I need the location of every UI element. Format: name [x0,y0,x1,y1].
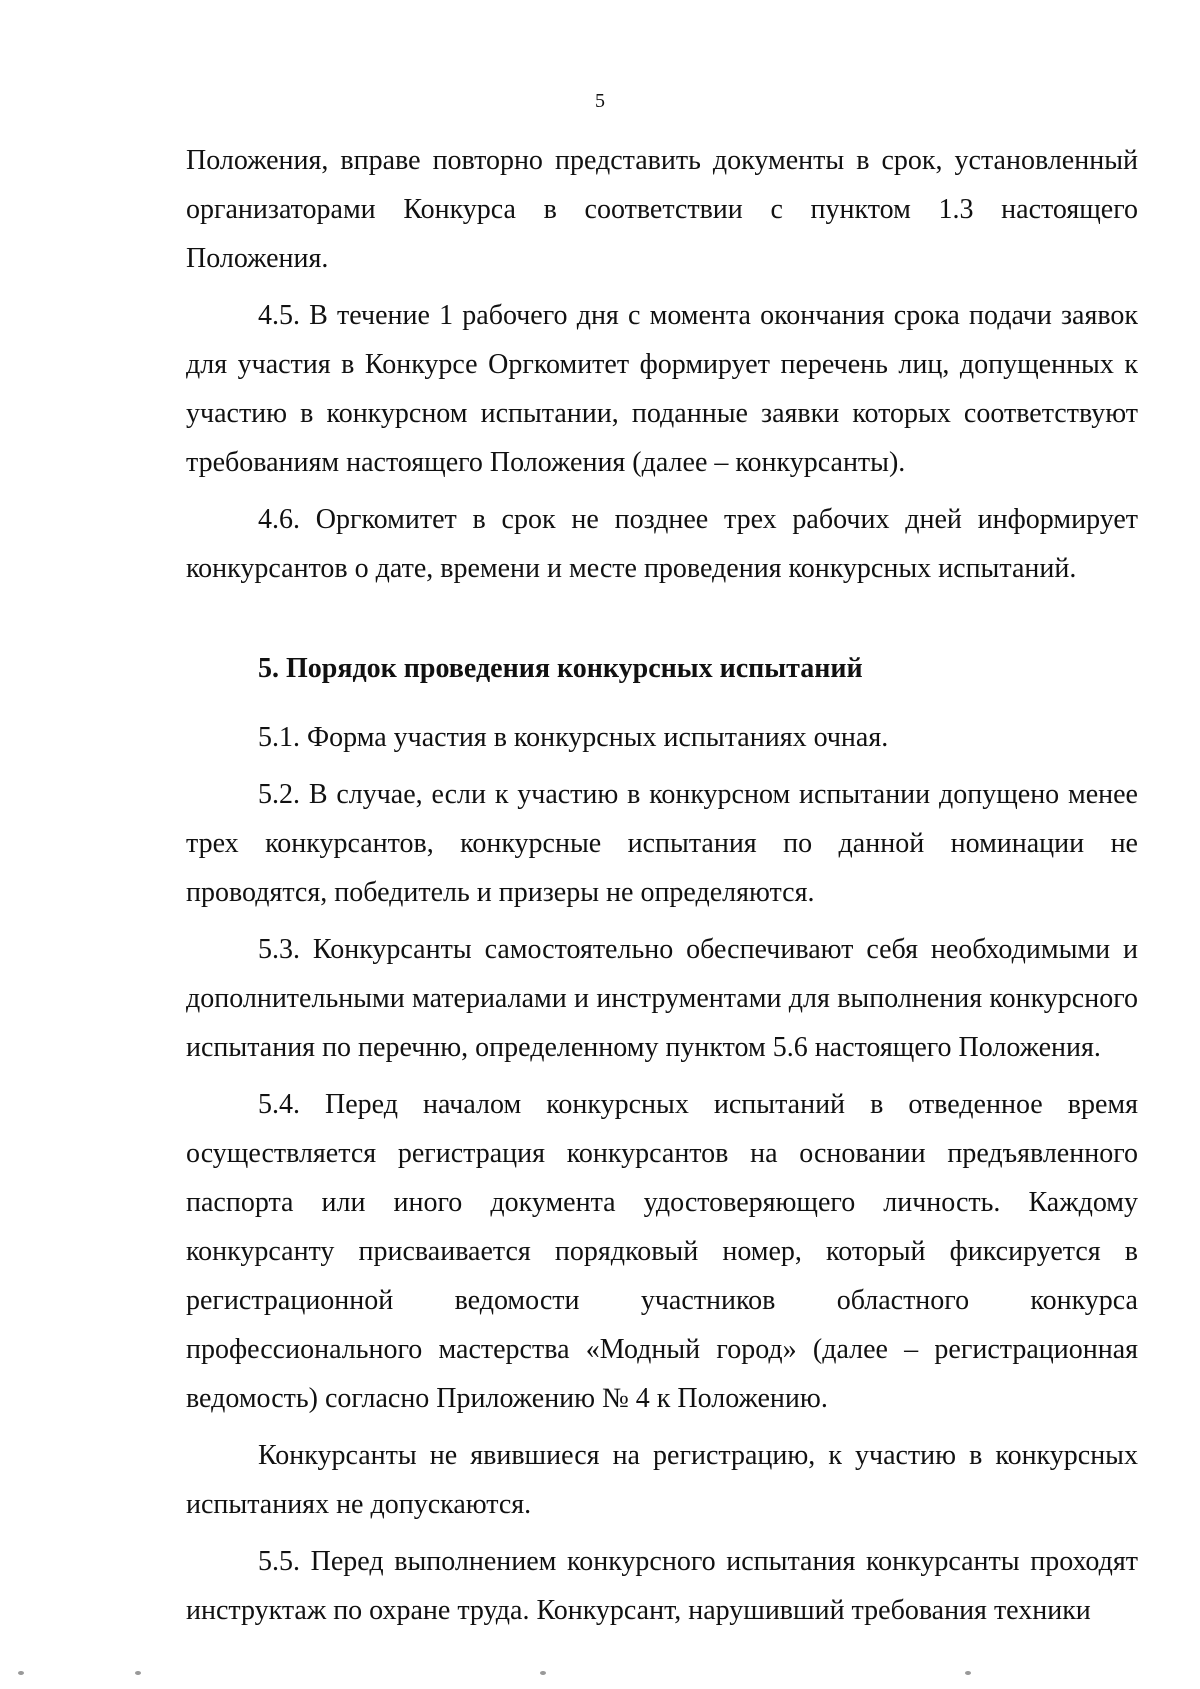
scan-dot [540,1671,546,1675]
scan-dot [965,1671,971,1675]
scan-dot [135,1671,141,1675]
paragraph-registration-absence: Конкурсанты не явившиеся на регистрацию, к участию в конкурсных испытаниях не допускаются. [186,1440,1138,1520]
paragraph-4-6: 4.6. Оргкомитет в срок не позднее трех рабочих дней информирует конкурсантов о дате, времени и месте проведения конкурсных испытаний. [186,504,1138,584]
paragraph-5-4: 5.4. Перед началом конкурсных испытаний в отведенное время осуществляется регистрация конкурсантов на основании предъявленного паспорта или иного документа удостоверяющего личность. Каждому конкурсанту присваивается порядковый номер, который фиксируется в регистрационной ведомости участников областного конкурса профессионального мастерства «Модный город» (далее – регистрационная ведомость) согласно Приложению № 4 к Положению. [186,1089,1138,1414]
paragraph-4-5: 4.5. В течение 1 рабочего дня с момента окончания срока подачи заявок для участия в Конкурсе Оргкомитет формирует перечень лиц, допущенных к участию в конкурсном испытании, поданные заявки которых соответствуют требованиям настоящего Положения (далее – конкурсанты). [186,300,1138,478]
paragraph-5-2: 5.2. В случае, если к участию в конкурсном испытании допущено менее трех конкурсантов, конкурсные испытания по данной номинации не проводятся, победитель и призеры не определяются. [186,779,1138,908]
paragraph-5-1: 5.1. Форма участия в конкурсных испытаниях очная. [258,722,889,753]
scan-artifacts [0,1669,1200,1675]
page-number: 5 [595,90,605,112]
document-body [186,136,1138,1635]
section-heading: 5. Порядок проведения конкурсных испытаний [258,653,863,684]
paragraph-5-3: 5.3. Конкурсанты самостоятельно обеспечивают себя необходимыми и дополнительными материалами и инструментами для выполнения конкурсного испытания по перечню, определенному пунктом 5.6 настоящего Положения. [186,934,1138,1063]
paragraph-5-5: 5.5. Перед выполнением конкурсного испытания конкурсанты проходят инструктаж по охране труда. Конкурсант, нарушивший требования техники [186,1546,1138,1626]
scan-dot [18,1671,24,1675]
paragraph-continuation: Положения, вправе повторно представить документы в срок, установленный организаторами Конкурса в соответствии с пунктом 1.3 настоящего Положения. [186,145,1138,274]
